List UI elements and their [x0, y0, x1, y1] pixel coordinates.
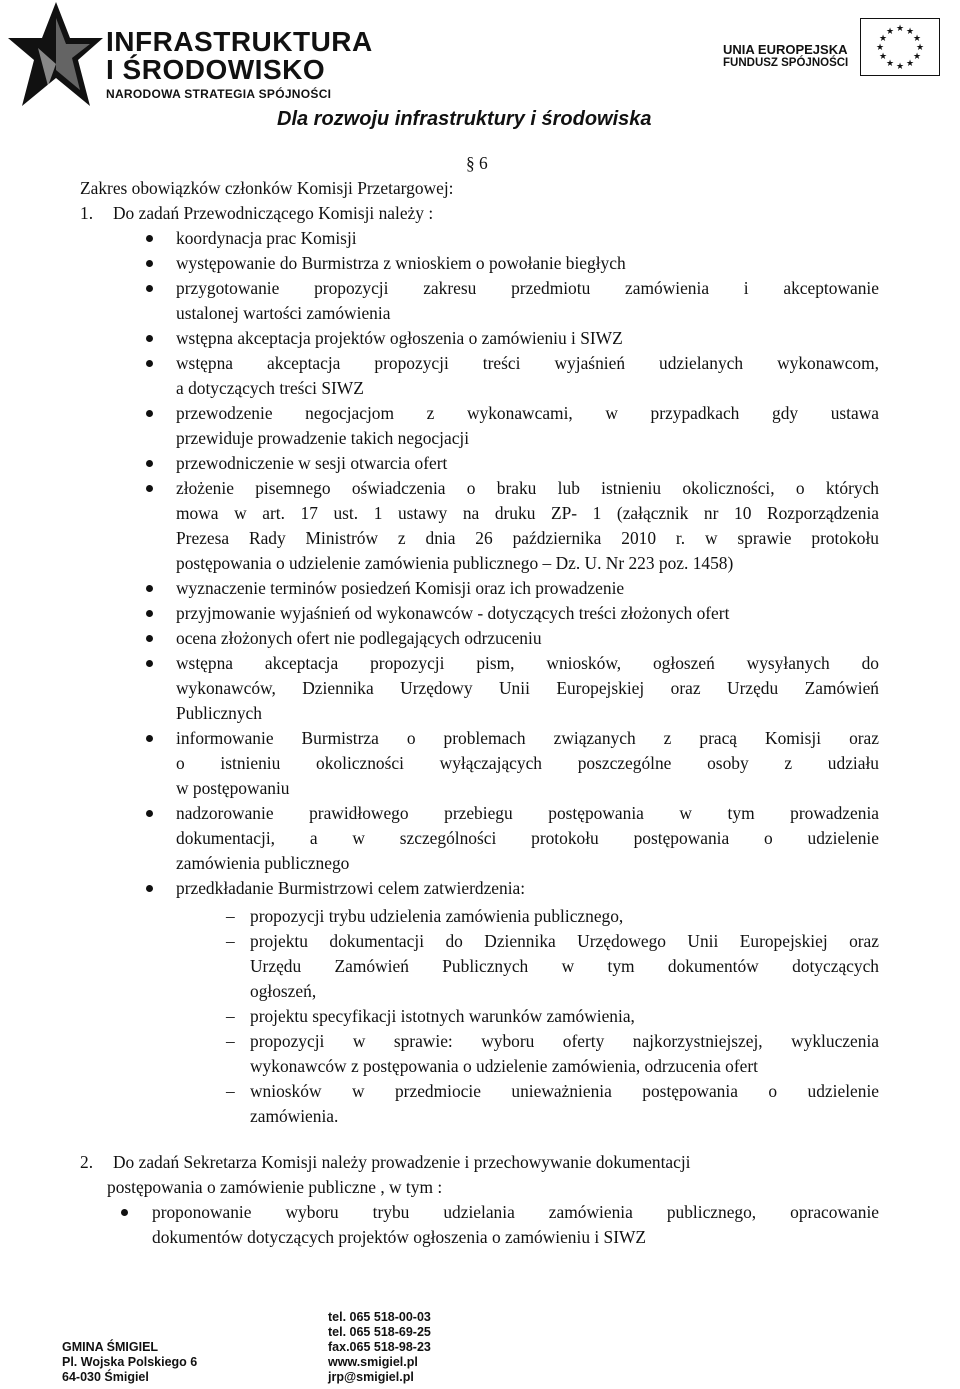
svg-text:★: ★	[905, 59, 915, 69]
eu-flag-icon	[860, 18, 940, 76]
svg-text:★: ★	[885, 27, 895, 37]
footer-phone: tel. 065 518-00-03	[328, 1310, 431, 1324]
bullet-icon	[146, 285, 153, 292]
svg-text:★: ★	[912, 34, 922, 44]
list-item-line: wykonawców, Dziennika Urzędowy Unii Europejskiej oraz Urzędu Zamówień	[176, 678, 879, 698]
dash-marker-icon: –	[226, 1031, 235, 1051]
sub-list-item-line: Urzędu Zamówień Publicznych w tym dokumentów dotyczących	[250, 956, 879, 976]
svg-text:★: ★	[912, 52, 922, 62]
sub-list-item-line: wykonawców z postępowania o udzielenie zamówienia, odrzucenia ofert	[250, 1056, 758, 1076]
logo-subtitle: NARODOWA STRATEGIA SPÓJNOŚCI	[106, 87, 332, 101]
list-item-line: przewodzenie negocjacjom z wykonawcami, w przypadkach gdy ustawa	[176, 403, 879, 423]
logo-title-line2: I ŚRODOWISKO	[106, 54, 326, 85]
list-item-line: przewiduje prowadzenie takich negocjacji	[176, 428, 470, 448]
footer-address-line: 64-030 Śmigiel	[62, 1370, 149, 1384]
star-logo-icon	[8, 2, 103, 106]
bullet-icon	[146, 260, 153, 267]
list-item-line: wstępna akceptacja projektów ogłoszenia o zamówieniu i SIWZ	[176, 328, 623, 348]
list-item-line: złożenie pisemnego oświadczenia o braku lub istnieniu okoliczności, o których	[176, 478, 879, 498]
svg-text:★: ★	[895, 24, 905, 34]
footer-fax: fax.065 518-98-23	[328, 1340, 431, 1354]
eu-title: UNIA EUROPEJSKA	[723, 42, 848, 57]
bullet-icon	[146, 235, 153, 242]
motto: Dla rozwoju infrastruktury i środowiska	[277, 108, 652, 130]
list-item-line: dokumentów dotyczących projektów ogłoszenia o zamówieniu i SIWZ	[152, 1227, 647, 1247]
sub-list-item-line: propozycji w sprawie: wyboru oferty najkorzystniejszej, wykluczenia	[250, 1031, 879, 1051]
svg-text:★: ★	[878, 34, 888, 44]
sub-list-item-line: wniosków w przedmiocie unieważnienia postępowania o udzielenie	[250, 1081, 879, 1101]
bullet-icon	[121, 1209, 128, 1216]
bullet-icon	[146, 485, 153, 492]
svg-text:★: ★	[915, 43, 925, 53]
list-item-line: wstępna akceptacja propozycji treści wyjaśnień udzielanych wykonawcom,	[176, 353, 879, 373]
section-heading: Zakres obowiązków członków Komisji Przetargowej:	[80, 178, 454, 198]
bullet-icon	[146, 635, 153, 642]
svg-text:★: ★	[905, 27, 915, 37]
dash-marker-icon: –	[226, 931, 235, 951]
dash-marker-icon: –	[226, 906, 235, 926]
svg-text:★: ★	[875, 43, 885, 53]
svg-text:★: ★	[895, 62, 905, 72]
bullet-icon	[146, 735, 153, 742]
bullet-icon	[146, 360, 153, 367]
list-item-line: przewodniczenie w sesji otwarcia ofert	[176, 453, 448, 473]
point2-intro-line: Do zadań Sekretarza Komisji należy prowadzenie i przechowywanie dokumentacji	[113, 1152, 691, 1172]
footer-website[interactable]: www.smigiel.pl	[328, 1355, 418, 1369]
infrastruktura-logo	[0, 0, 373, 110]
list-item-line: koordynacja prac Komisji	[176, 228, 357, 248]
footer-email[interactable]: jrp@smigiel.pl	[328, 1370, 414, 1384]
list-item-line: Prezesa Rady Ministrów z dnia 26 października 2010 r. w sprawie protokołu	[176, 528, 879, 548]
list-item-line: nadzorowanie prawidłowego przebiegu postępowania w tym prowadzenia	[176, 803, 879, 823]
list-item-line: o istnieniu okoliczności wyłączających poszczególne osoby z udziału	[176, 753, 879, 773]
sub-list-item-line: projektu dokumentacji do Dziennika Urzędowego Unii Europejskiej oraz	[250, 931, 879, 951]
list-item-line: proponowanie wyboru trybu udzielania zamówienia publicznego, opracowanie	[152, 1202, 879, 1222]
list-item-line: informowanie Burmistrza o problemach związanych z pracą Komisji oraz	[176, 728, 879, 748]
list-item-line: w postępowaniu	[176, 778, 290, 798]
bullet-icon	[146, 610, 153, 617]
bullet-icon	[146, 410, 153, 417]
point2-intro-line: postępowania o zamówienie publiczne , w tym :	[107, 1177, 443, 1197]
logo-title-line1: INFRASTRUKTURA	[106, 26, 373, 57]
bullet-icon	[146, 460, 153, 467]
list-item-line: przyjmowanie wyjaśnień od wykonawców - dotyczących treści złożonych ofert	[176, 603, 730, 623]
bullet-icon	[146, 335, 153, 342]
footer-address-line: GMINA ŚMIGIEL	[62, 1340, 159, 1354]
sub-list-item-line: ogłoszeń,	[250, 981, 317, 1001]
eu-fund: FUNDUSZ SPÓJNOŚCI	[723, 57, 849, 69]
list-item-line: przedkładanie Burmistrzowi celem zatwierdzenia:	[176, 878, 526, 898]
list-item-line: przygotowanie propozycji zakresu przedmiotu zamówienia i akceptowanie	[176, 278, 879, 298]
list-item-line: mowa w art. 17 ust. 1 ustawy na druku ZP- 1 (załącznik nr 10 Rozporządzenia	[176, 503, 879, 523]
point1-number: 1.	[80, 203, 94, 223]
list-item-line: a dotyczących treści SIWZ	[176, 378, 364, 398]
bullet-icon	[146, 810, 153, 817]
list-item-line: zamówienia publicznego	[176, 853, 350, 873]
point1-intro: Do zadań Przewodniczącego Komisji należy :	[113, 203, 434, 223]
list-item-line: ustalonej wartości zamówienia	[176, 303, 391, 323]
sub-list-item-line: zamówienia.	[250, 1106, 339, 1126]
footer-phone: tel. 065 518-69-25	[328, 1325, 431, 1339]
sub-list-item-line: propozycji trybu udzielenia zamówienia publicznego,	[250, 906, 624, 926]
list-item-line: dokumentacji, a w szczególności protokołu postępowania o udzielenie	[176, 828, 879, 848]
svg-text:★: ★	[885, 59, 895, 69]
list-item-line: wstępna akceptacja propozycji pism, wniosków, ogłoszeń wysyłanych do	[176, 653, 879, 673]
bullet-icon	[146, 885, 153, 892]
bullet-icon	[146, 660, 153, 667]
list-item-line: postępowania o udzielenie zamówienia publicznego – Dz. U. Nr 223 poz. 1458)	[176, 553, 734, 573]
dash-marker-icon: –	[226, 1006, 235, 1026]
point2-number: 2.	[80, 1152, 94, 1172]
section-mark: § 6	[466, 153, 488, 173]
list-item-line: ocena złożonych ofert nie podlegających odrzuceniu	[176, 628, 542, 648]
svg-text:★: ★	[878, 52, 888, 62]
sub-list-item-line: projektu specyfikacji istotnych warunków zamówienia,	[250, 1006, 635, 1026]
bullet-icon	[146, 585, 153, 592]
dash-marker-icon: –	[226, 1081, 235, 1101]
footer-address-line: Pl. Wojska Polskiego 6	[62, 1355, 198, 1369]
list-item-line: wyznaczenie terminów posiedzeń Komisji oraz ich prowadzenie	[176, 578, 625, 598]
list-item-line: występowanie do Burmistrza z wnioskiem o powołanie biegłych	[176, 253, 626, 273]
list-item-line: Publicznych	[176, 703, 262, 723]
